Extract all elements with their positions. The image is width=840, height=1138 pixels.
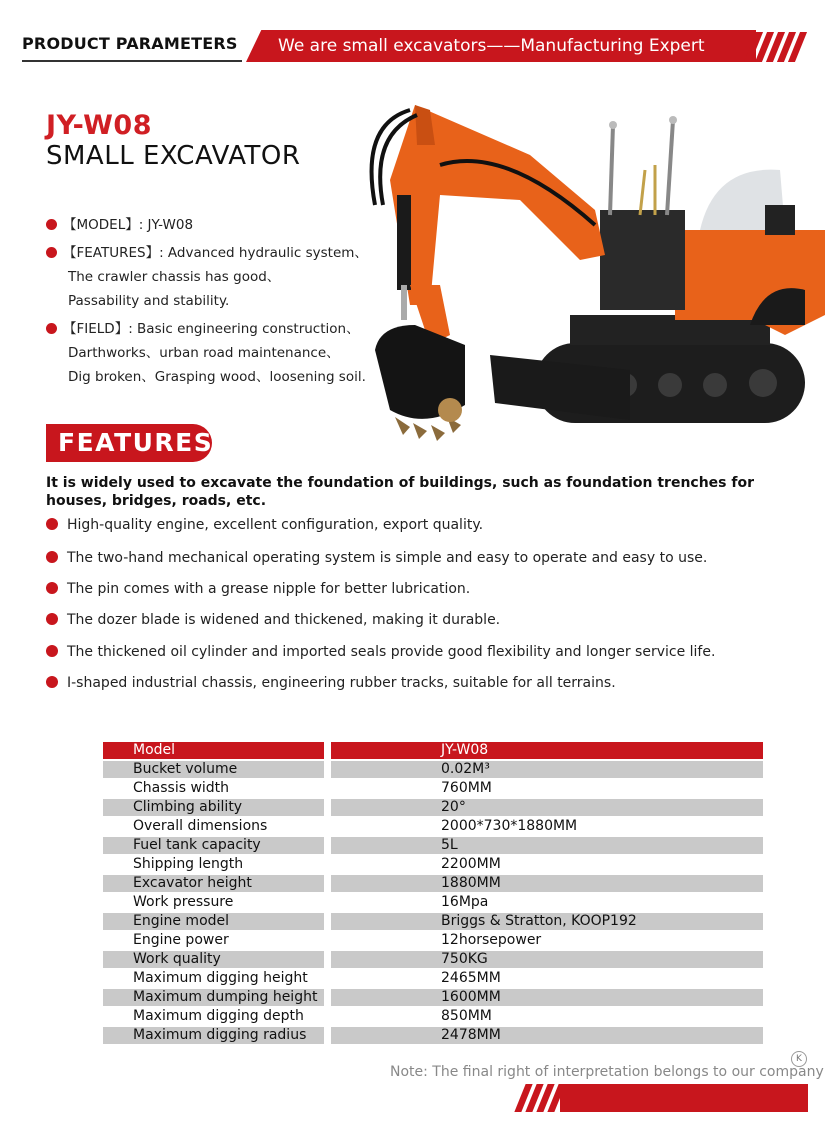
table-row: Fuel tank capacity 5L: [103, 836, 763, 855]
excavator-image: [355, 85, 830, 465]
title-underline: [22, 60, 242, 62]
bullet-icon: [46, 645, 58, 657]
table-row: Overall dimensions 2000*730*1880MM: [103, 817, 763, 836]
bullet-icon: [46, 518, 58, 530]
table-row: Maximum digging height 2465MM: [103, 969, 763, 988]
header-value: JY-W08: [331, 742, 763, 759]
feature-item: The thickened oil cylinder and imported seals provide good flexibility and longer service life.: [46, 644, 715, 660]
table-row: Shipping length 2200MM: [103, 855, 763, 874]
product-name: SMALL EXCAVATOR: [46, 141, 301, 171]
table-row: Excavator height 1880MM: [103, 874, 763, 893]
tagline-text: We are small excavators——Manufacturing Expert: [278, 36, 705, 56]
feature-item: The two-hand mechanical operating system is simple and easy to operate and easy to use.: [46, 550, 707, 566]
feature-item: I-shaped industrial chassis, engineering rubber tracks, suitable for all terrains.: [46, 675, 616, 691]
feature-item: High-quality engine, excellent configuration, export quality.: [46, 517, 483, 533]
parameters-table: [103, 741, 763, 1045]
footer-note: Note: The final right of interpretation belongs to our company: [390, 1064, 824, 1080]
table-row: Engine power 12horsepower: [103, 931, 763, 950]
bullet-icon: [46, 676, 58, 688]
table-row: Maximum digging radius 2478MM: [103, 1026, 763, 1045]
spec-model: 【MODEL】: JY-W08: [46, 213, 193, 237]
product-code: JY-W08: [46, 110, 152, 141]
spec-field: 【FIELD】: Basic engineering construction、 Darthworks、urban road maintenance、 Dig broken、Grasping wood、loosening soil.: [46, 317, 366, 389]
bullet-icon: [46, 582, 58, 594]
table-row: Engine model Briggs & Stratton, KOOP192: [103, 912, 763, 931]
footer-banner: [560, 1084, 808, 1112]
table-row: Chassis width 760MM: [103, 779, 763, 798]
header-label: Model: [103, 742, 324, 759]
bullet-icon: [46, 219, 57, 230]
table-row: Maximum dumping height 1600MM: [103, 988, 763, 1007]
table-row: Climbing ability 20°: [103, 798, 763, 817]
table-row: Work pressure 16Mpa: [103, 893, 763, 912]
table-header: [103, 741, 763, 760]
feature-item: The dozer blade is widened and thickened, making it durable.: [46, 612, 500, 628]
feature-item: The pin comes with a grease nipple for better lubrication.: [46, 581, 470, 597]
table-row: Bucket volume 0.02M³: [103, 760, 763, 779]
section-title: PRODUCT PARAMETERS: [22, 34, 238, 53]
table-row: Work quality 750KG: [103, 950, 763, 969]
bullet-icon: [46, 613, 58, 625]
table-row: Maximum digging depth 850MM: [103, 1007, 763, 1026]
bullet-icon: [46, 551, 58, 563]
k-mark-icon: K: [791, 1051, 807, 1067]
spec-features: 【FEATURES】: Advanced hydraulic system、 The crawler chassis has good、 Passability and stability.: [46, 241, 368, 313]
features-intro: It is widely used to excavate the foundation of buildings, such as foundation trenches for houses, bridges, roads, etc.: [46, 475, 754, 509]
bullet-icon: [46, 323, 57, 334]
bullet-icon: [46, 247, 57, 258]
features-heading: FEATURES: [58, 428, 214, 457]
